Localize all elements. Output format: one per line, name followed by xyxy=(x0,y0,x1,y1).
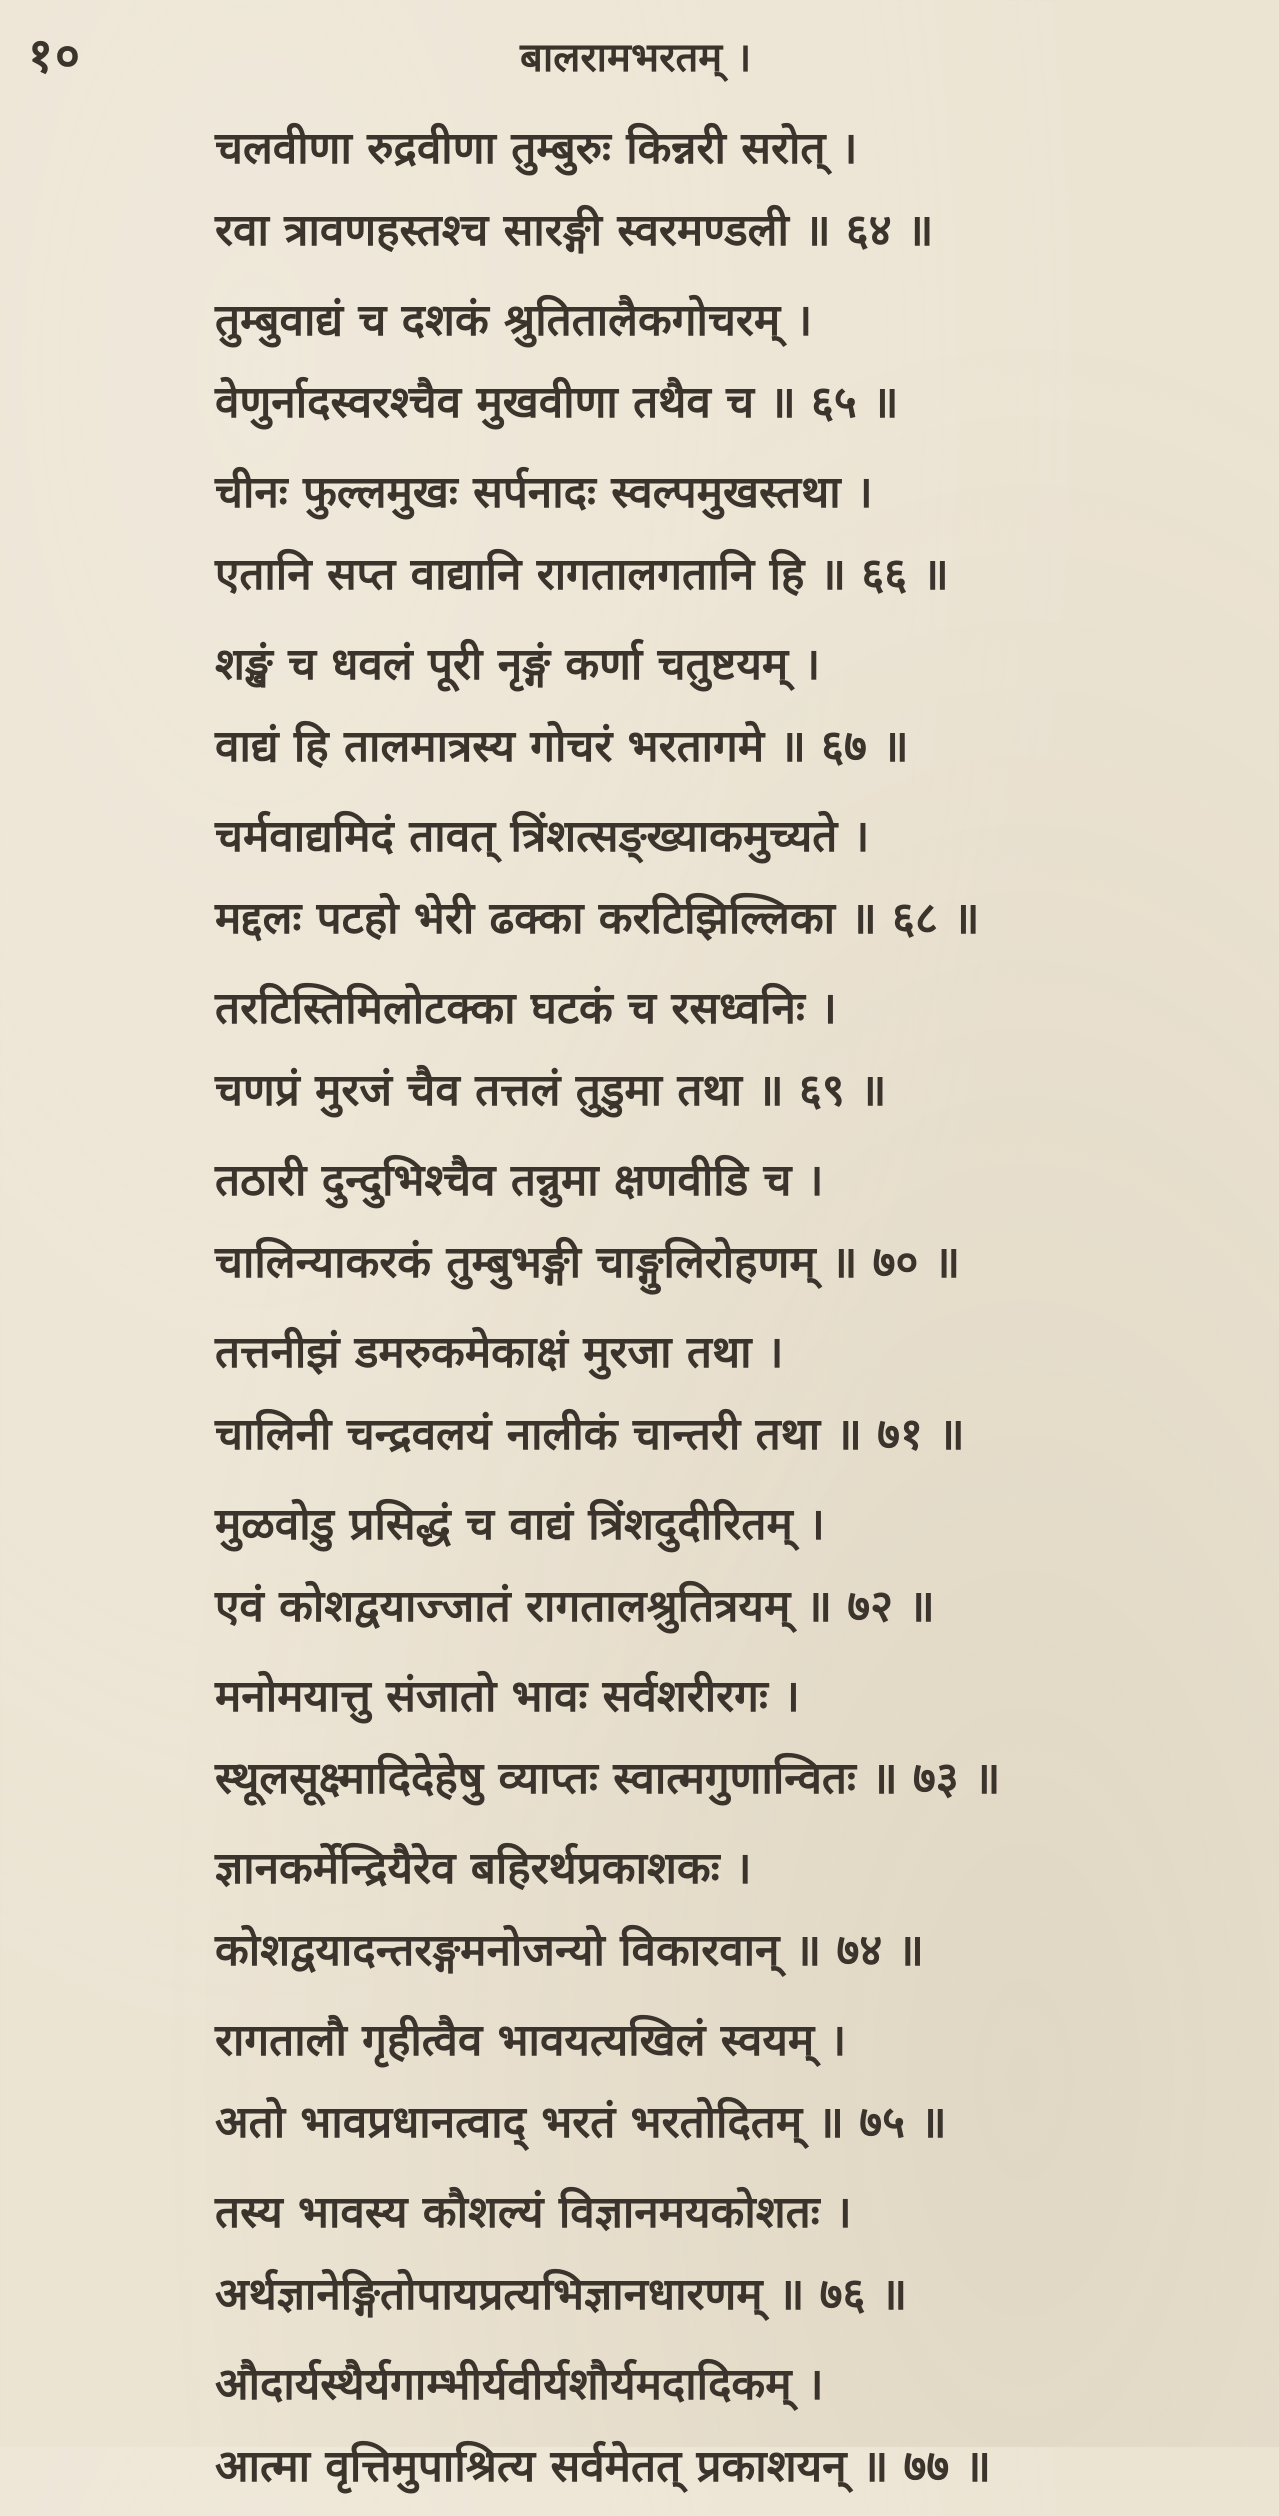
verse-73 xyxy=(215,1656,1255,1820)
verse-line: चणप्रं मुरजं चैव तत्तलं तुडुमा तथा ॥ ६९ ॥ xyxy=(215,1065,887,1116)
verse-line: चीनः फुल्लमुखः सर्पनादः स्वल्पमुखस्तथा । xyxy=(215,467,873,518)
verse-line: वाद्यं हि तालमात्रस्य गोचरं भरतागमे ॥ ६७ ॥ xyxy=(215,721,909,772)
verse-line: स्थूलसूक्ष्मादिदेहेषु व्याप्तः स्वात्मगुणान्वितः ॥ ७३ ॥ xyxy=(215,1753,1001,1804)
verse-line: मुळवोडु प्रसिद्धं च वाद्यं त्रिंशदुदीरितम् । xyxy=(215,1499,825,1550)
verse-68 xyxy=(215,796,1255,960)
verse-line: चलवीणा रुद्रवीणा तुम्बुरुः किन्नरी सरोत् । xyxy=(215,123,858,174)
verse-line: कोशद्वयादन्तरङ्गमनोजन्यो विकारवान् ॥ ७४ ॥ xyxy=(215,1925,924,1976)
verse-77 xyxy=(215,2344,1255,2508)
verse-69 xyxy=(215,968,1255,1132)
verse-line: मनोमयात्तु संजातो भावः सर्वशरीरगः । xyxy=(215,1671,800,1722)
verse-72 xyxy=(215,1484,1255,1648)
verse-line: तठारी दुन्दुभिश्चैव तन्नुमा क्षणवीडि च । xyxy=(215,1155,824,1206)
verse-line: आत्मा वृत्तिमुपाश्रित्य सर्वमेतत् प्रकाशयन् ॥ ७७ ॥ xyxy=(215,2441,991,2492)
verse-line: शङ्खं च धवलं पूरी नृङ्गं कर्णा चतुष्टयम् । xyxy=(215,639,821,690)
page-number: १० xyxy=(28,28,82,84)
verse-line: अतो भावप्रधानत्वाद् भरतं भरतोदितम् ॥ ७५ ॥ xyxy=(215,2097,947,2148)
verse-line: औदार्यस्थैर्यगाम्भीर्यवीर्यशौर्यमदादिकम् । xyxy=(215,2359,824,2410)
verse-74 xyxy=(215,1828,1255,1992)
verse-line: रवा त्रावणहस्तश्च सारङ्गी स्वरमण्डली ॥ ६४ ॥ xyxy=(215,205,934,256)
verse-line: ज्ञानकर्मेन्द्रियैरेव बहिरर्थप्रकाशकः । xyxy=(215,1843,752,1894)
verse-line: एतानि सप्त वाद्यानि रागतालगतानि हि ॥ ६६ ॥ xyxy=(215,549,949,600)
verse-line: तस्य भावस्य कौशल्यं विज्ञानमयकोशतः । xyxy=(215,2187,852,2238)
verse-block xyxy=(215,108,1255,2516)
verse-line: अर्थज्ञानेङ्गितोपायप्रत्यभिज्ञानधारणम् ॥ ७६ ॥ xyxy=(215,2269,908,2320)
verse-75 xyxy=(215,2000,1255,2164)
verse-line: तुम्बुवाद्यं च दशकं श्रुतितालैकगोचरम् । xyxy=(215,295,813,346)
verse-76 xyxy=(215,2172,1255,2336)
verse-line: रागतालौ गृहीत्वैव भावयत्यखिलं स्वयम् । xyxy=(215,2015,847,2066)
verse-line: चर्मवाद्यमिदं तावत् त्रिंशत्सङ्ख्याकमुच्यते । xyxy=(215,811,870,862)
verse-67 xyxy=(215,624,1255,788)
verse-line: वेणुर्नादस्वरश्चैव मुखवीणा तथैव च ॥ ६५ ॥ xyxy=(215,377,899,428)
verse-66 xyxy=(215,452,1255,616)
verse-line: चालिनी चन्द्रवलयं नालीकं चान्तरी तथा ॥ ७१ ॥ xyxy=(215,1409,965,1460)
verse-71 xyxy=(215,1312,1255,1476)
verse-65 xyxy=(215,280,1255,444)
running-title: बालरामभरतम् । xyxy=(520,34,752,81)
verse-70 xyxy=(215,1140,1255,1304)
verse-line: एवं कोशद्वयाज्जातं रागतालश्रुतित्रयम् ॥ ७२ ॥ xyxy=(215,1581,935,1632)
verse-line: मद्दलः पटहो भेरी ढक्का करटिझिल्लिका ॥ ६८ ॥ xyxy=(215,893,980,944)
verse-line: तरटिस्तिमिलोटक्का घटकं च रसध्वनिः । xyxy=(215,983,837,1034)
verse-64 xyxy=(215,108,1255,272)
verse-line: तत्तनीझं डमरुकमेकाक्षं मुरजा तथा । xyxy=(215,1327,784,1378)
verse-line: चालिन्याकरकं तुम्बुभङ्गी चाङ्गुलिरोहणम् ॥ ७० ॥ xyxy=(215,1237,961,1288)
